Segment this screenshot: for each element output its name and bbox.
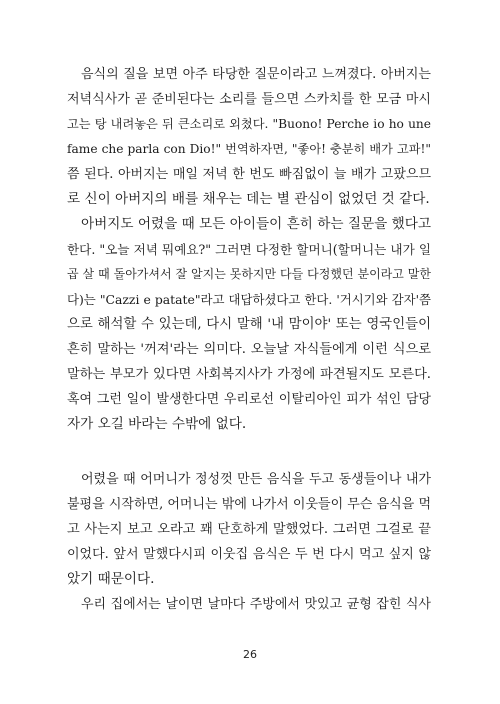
text-block-upper	[67, 62, 431, 437]
text-line: 고는 탕 내려놓은 뒤 큰소리로 외쳤다. "Buono! Perche io ho une	[67, 117, 431, 131]
paragraph	[67, 467, 431, 592]
text-line: 음식의 질을 보면 아주 타당한 질문이라고 느껴졌다. 아버지는	[81, 67, 431, 82]
text-line: 저녁식사가 곧 준비된다는 소리를 들으면 스카치를 한 모금 마시	[67, 92, 431, 107]
text-line: 다)는 "Cazzi e patate"라고 대답하셨다고 한다. '거시기와 감자'쯤	[67, 292, 431, 307]
page-number: 26	[243, 648, 257, 661]
paragraph	[67, 62, 431, 212]
text-line: 으로 해석할 수 있는데, 다시 말해 '내 맘이야' 또는 영국인들이	[67, 317, 431, 332]
text-line: 이었다. 앞서 말했다시피 이웃집 음식은 두 번 다시 먹고 싶지 않	[67, 547, 431, 562]
text-line: 쯤 된다. 아버지는 매일 저녁 한 번도 빠짐없이 늘 배가 고팠으므	[67, 167, 431, 182]
paragraph	[67, 212, 431, 437]
text-line: fame che parla con Dio!" 번역하자면, "좋아! 충분히 배가 고파!"	[67, 142, 431, 156]
text-line: 았기 때문이다.	[67, 571, 155, 587]
text-line: 아버지도 어렸을 때 모든 아이들이 흔히 하는 질문을 했다고	[81, 216, 431, 232]
text-line: 말하는 부모가 있다면 사회복지사가 가정에 파견될지도 모른다.	[67, 367, 431, 382]
text-line: 자가 오길 바라는 수밖에 없다.	[67, 416, 247, 432]
text-line: 로 신이 아버지의 배를 채우는 데는 별 관심이 없었던 것 같다.	[67, 191, 430, 207]
text-line: 어렸을 때 어머니가 정성껏 만든 음식을 두고 동생들이나 내가	[81, 472, 431, 487]
text-block-lower	[67, 467, 431, 617]
text-line: 우리 집에서는 날이면 날마다 주방에서 맛있고 균형 잡힌 식사	[81, 597, 431, 612]
text-line: 불평을 시작하면, 어머니는 밖에 나가서 이웃들이 무슨 음식을 먹	[67, 497, 431, 512]
paragraph	[67, 592, 431, 617]
text-line: 한다. "오늘 저녁 뭐예요?" 그러면 다정한 할머니(할머니는 내가 일	[67, 242, 431, 257]
text-line: 고 사는지 보고 오라고 꽤 단호하게 말했었다. 그러면 그걸로 끝	[67, 522, 431, 537]
text-line: 곱 살 때 돌아가셔서 잘 알지는 못하지만 다들 다정했던 분이라고 말한	[67, 267, 431, 281]
text-line: 혹여 그런 일이 발생한다면 우리로선 이탈리아인 피가 섞인 담당	[67, 392, 431, 407]
text-line: 흔히 말하는 '꺼져'라는 의미다. 오늘날 자식들에게 이런 식으로	[67, 342, 431, 357]
